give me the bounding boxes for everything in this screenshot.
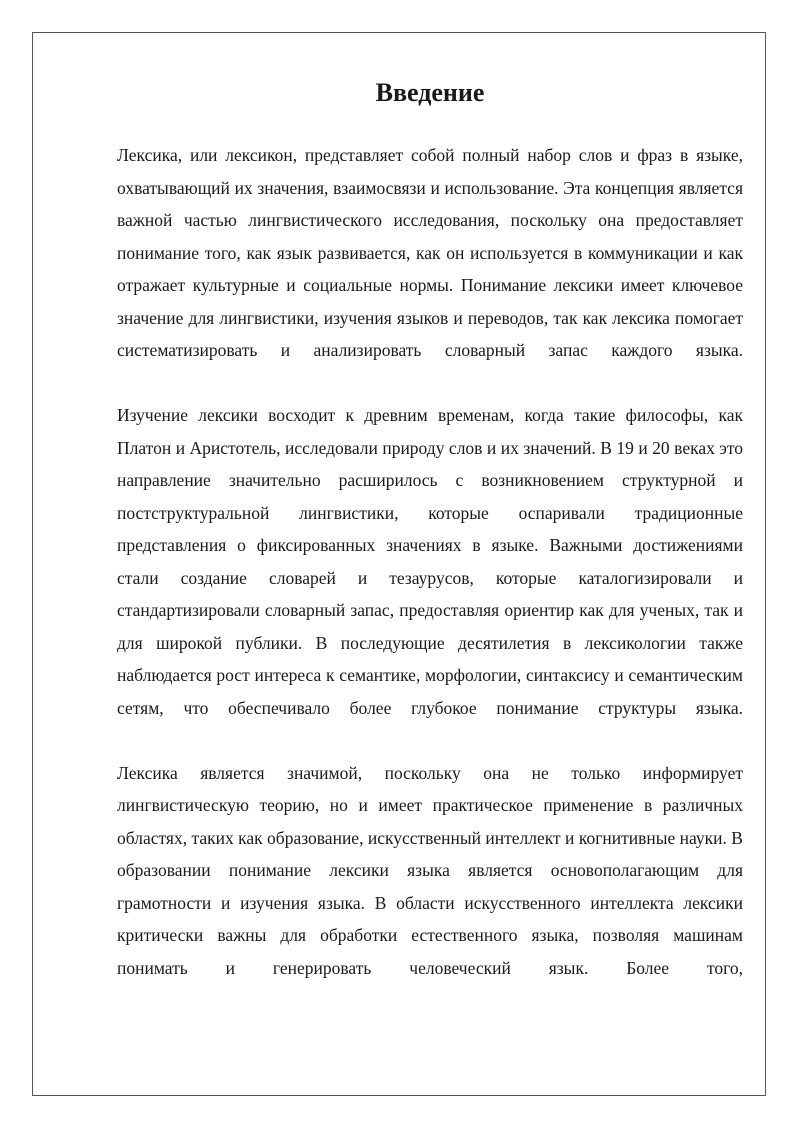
document-page — [32, 32, 766, 1096]
page-title: Введение — [375, 78, 485, 107]
paragraph-1: Лексика, или лексикон, представляет собой полный набор слов и фраз в языке, охватывающий их значения, взаимосвязи и использование. Эта концепция является важной частью лингвистического исследования, поскольку она предоставляет понимание того, как язык развивается, как он используется в коммуникации и как отражает культурные и социальные нормы. Понимание лексики имеет ключевое значение для лингвистики, изучения языков и переводов, так как лексика помогает систематизировать и анализировать словарный запас каждого языка. — [117, 145, 743, 360]
paragraph-2: Изучение лексики восходит к древним временам, когда такие философы, как Платон и Аристотель, исследовали природу слов и их значений. В 19 и 20 веках это направление значительно расширилось с возникновением структурной и постструктуральной лингвистики, которые оспаривали традиционные представления о фиксированных значениях в языке. Важными достижениями стали создание словарей и тезаурусов, которые каталогизировали и стандартизировали словарный запас, предоставляя ориентир как для ученых, так и для широкой публики. В последующие десятилетия в лексикологии также наблюдается рост интереса к семантике, морфологии, синтаксису и семантическим сетям, что обеспечивало более глубокое понимание структуры языка. — [117, 405, 743, 718]
paragraph-3: Лексика является значимой, поскольку она не только информирует лингвистическую теорию, но и имеет практическое применение в различных областях, таких как образование, искусственный интеллект и когнитивные науки. В образовании понимание лексики языка является основополагающим для грамотности и изучения языка. В области искусственного интеллекта лексики критически важны для обработки естественного языка, позволяя машинам понимать и генерировать человеческий язык. Более того, — [117, 762, 743, 978]
document-body — [117, 77, 743, 1017]
